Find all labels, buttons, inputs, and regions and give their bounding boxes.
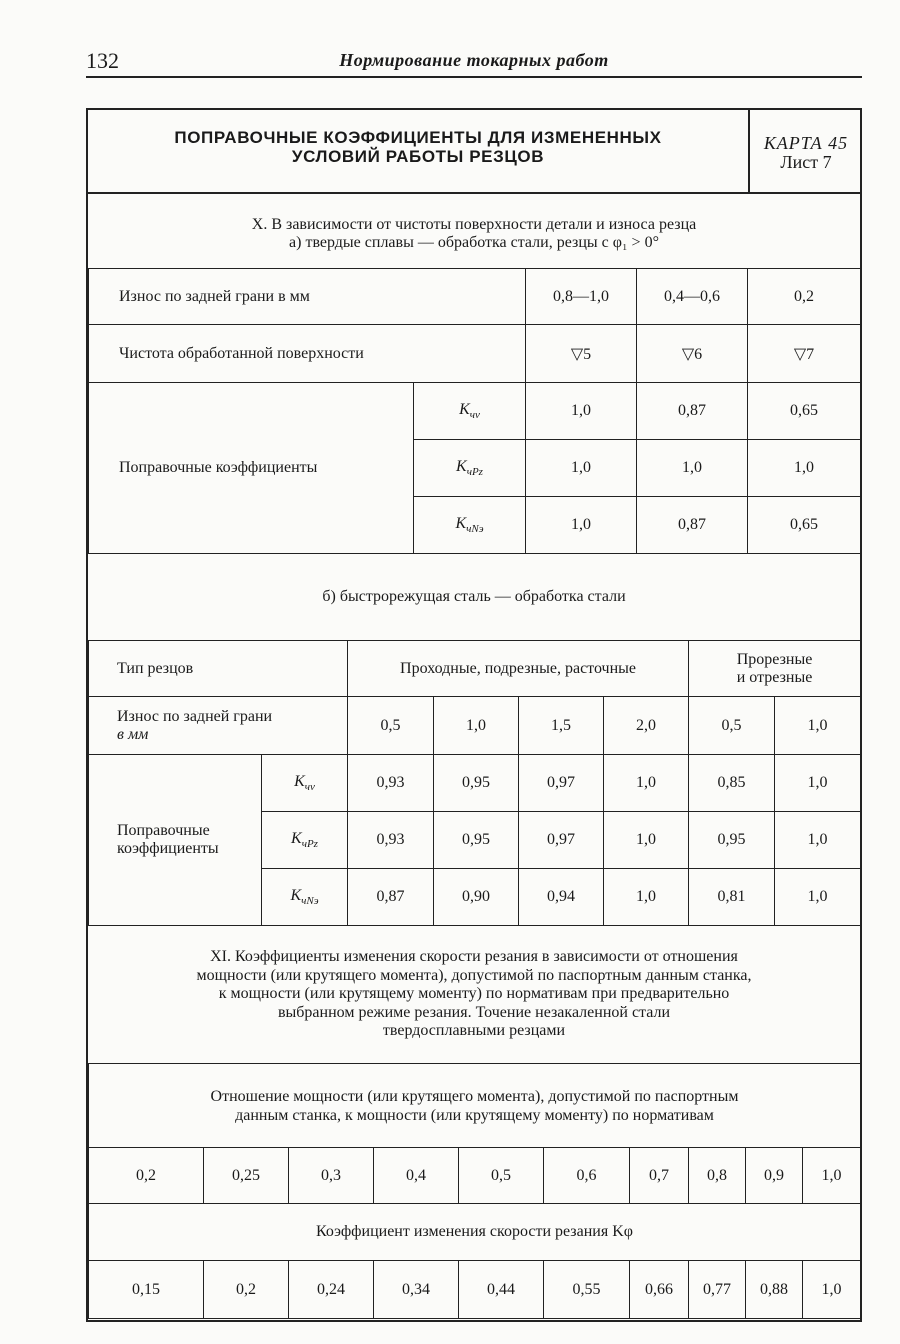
speed-coef-value: 0,34 <box>374 1261 459 1319</box>
coef-value: 0,93 <box>348 755 434 812</box>
coef-value: 0,94 <box>519 869 604 926</box>
card-header <box>88 110 860 194</box>
ratio-label-line1: Отношение мощности (или крутящего момента), допустимой по паспортным <box>210 1087 739 1105</box>
section-xi-line2: мощности (или крутящего момента), допустимой по паспортным данным станка, <box>196 966 752 984</box>
coef-label-line2: коэффициенты <box>117 840 219 857</box>
page-header <box>86 46 862 78</box>
coef-value: 0,95 <box>434 755 519 812</box>
running-title: Нормирование токарных работ <box>339 50 609 70</box>
coef-symbol <box>262 812 348 869</box>
group-through-tools: Проходные, подрезные, расточные <box>348 641 689 697</box>
ratio-value: 0,25 <box>204 1148 289 1204</box>
section-xi-heading <box>88 948 860 1041</box>
speed-coef-value: 1,0 <box>803 1261 861 1319</box>
speed-coef-value: 0,44 <box>459 1261 544 1319</box>
sheet-label: Лист 7 <box>780 152 832 172</box>
speed-coef-label: Коэффициент изменения скорости резания Kφ <box>89 1204 861 1261</box>
ratio-label-line2: данным станка, к мощности (или крутящему моменту) по нормативам <box>235 1106 714 1124</box>
wear-value: 0,5 <box>348 697 434 755</box>
coef-value: 0,95 <box>689 812 775 869</box>
k-symbol: K <box>290 886 302 904</box>
group-cutoff-line2: и отрезные <box>736 668 813 686</box>
section-x-heading <box>88 216 860 252</box>
group-cutoff-tools <box>689 641 861 697</box>
wear-value: 0,2 <box>748 269 861 325</box>
card-title-line1: ПОПРАВОЧНЫЕ КОЭФФИЦИЕНТЫ ДЛЯ ИЗМЕНЕННЫХ <box>174 128 662 147</box>
section-x-line2: а) твердые сплавы — обработка стали, резцы с φ₁ > 0° <box>289 234 659 251</box>
k-subscript: чNэ <box>301 895 319 908</box>
ratio-value: 0,9 <box>746 1148 803 1204</box>
coef-symbol <box>414 383 526 440</box>
speed-coef-value: 0,15 <box>89 1261 204 1319</box>
speed-coef-value: 0,24 <box>289 1261 374 1319</box>
ratio-value: 1,0 <box>803 1148 861 1204</box>
wear-value: 0,5 <box>689 697 775 755</box>
card-title-line2: УСЛОВИЙ РАБОТЫ РЕЗЦОВ <box>291 147 545 166</box>
coef-value: 0,87 <box>348 869 434 926</box>
ratio-value: 0,7 <box>630 1148 689 1204</box>
ratio-label <box>89 1064 861 1148</box>
speed-coef-value: 0,66 <box>630 1261 689 1319</box>
wear-value: 0,4—0,6 <box>637 269 748 325</box>
k-subscript: чPz <box>466 466 483 479</box>
speed-coef-value: 0,55 <box>544 1261 630 1319</box>
finish-value: ▽5 <box>526 325 637 383</box>
coef-value: 1,0 <box>775 869 861 926</box>
ratio-value: 0,4 <box>374 1148 459 1204</box>
wear-value: 1,0 <box>775 697 861 755</box>
k-subscript: чNэ <box>466 523 484 536</box>
coef-value: 0,81 <box>689 869 775 926</box>
coef-symbol <box>262 869 348 926</box>
coef-symbol <box>414 497 526 554</box>
table-hss <box>88 640 861 926</box>
ratio-value: 0,5 <box>459 1148 544 1204</box>
coef-value: 0,95 <box>434 812 519 869</box>
coef-label: Поправочные коэффициенты <box>89 383 414 554</box>
page-number: 132 <box>86 48 119 73</box>
coef-value: 0,65 <box>748 383 861 440</box>
card-frame <box>86 108 862 1322</box>
wear-value: 1,5 <box>519 697 604 755</box>
coef-label-hss <box>89 755 262 926</box>
finish-value: ▽7 <box>748 325 861 383</box>
card-number-box <box>748 110 862 192</box>
coef-value: 0,87 <box>637 383 748 440</box>
coef-value: 1,0 <box>637 440 748 497</box>
ratio-value: 0,2 <box>89 1148 204 1204</box>
section-xi-line4: выбранном режиме резания. Точение незакаленной стали <box>277 1003 671 1021</box>
table-power-ratio <box>88 1063 861 1319</box>
k-subscript: чPz <box>301 838 318 851</box>
coef-value: 0,90 <box>434 869 519 926</box>
coef-value: 1,0 <box>526 497 637 554</box>
ratio-value: 0,3 <box>289 1148 374 1204</box>
wear-value: 1,0 <box>434 697 519 755</box>
finish-value: ▽6 <box>637 325 748 383</box>
section-x-line1: X. В зависимости от чистоты поверхности детали и износа резца <box>251 216 697 233</box>
coef-value: 0,97 <box>519 755 604 812</box>
type-label: Тип резцов <box>89 641 348 697</box>
wear-label-line2: в мм <box>117 725 149 743</box>
coef-label-line1: Поправочные <box>117 822 210 839</box>
section-b-heading: б) быстрорежущая сталь — обработка стали <box>322 588 626 605</box>
speed-coef-value: 0,2 <box>204 1261 289 1319</box>
k-symbol: K <box>291 829 302 847</box>
coef-value: 1,0 <box>526 440 637 497</box>
section-xi-line5: твердосплавными резцами <box>382 1022 566 1039</box>
coef-value: 0,93 <box>348 812 434 869</box>
wear-value: 0,8—1,0 <box>526 269 637 325</box>
speed-coef-value: 0,88 <box>746 1261 803 1319</box>
section-xi-line3: к мощности (или крутящему моменту) по нормативам при предварительно <box>218 985 730 1002</box>
k-symbol: K <box>294 772 305 790</box>
coef-symbol <box>262 755 348 812</box>
coef-value: 1,0 <box>604 755 689 812</box>
wear-label-line1: Износ по задней грани <box>117 707 273 725</box>
section-xi-line1: XI. Коэффициенты изменения скорости резания в зависимости от отношения <box>210 948 738 965</box>
table-hard-alloy <box>88 268 861 554</box>
group-cutoff-line1: Прорезные <box>736 650 813 668</box>
card-label: КАРТА 45 <box>763 133 849 153</box>
coef-value: 1,0 <box>604 812 689 869</box>
coef-value: 0,65 <box>748 497 861 554</box>
wear-value: 2,0 <box>604 697 689 755</box>
coef-value: 0,87 <box>637 497 748 554</box>
coef-value: 1,0 <box>775 755 861 812</box>
coef-value: 0,85 <box>689 755 775 812</box>
card-title <box>88 128 748 166</box>
coef-value: 1,0 <box>748 440 861 497</box>
k-subscript: чv <box>469 409 480 422</box>
wear-label: Износ по задней грани в мм <box>89 269 526 325</box>
k-symbol: K <box>456 457 467 475</box>
k-subscript: чv <box>304 781 315 794</box>
coef-symbol <box>414 440 526 497</box>
k-symbol: K <box>455 514 467 532</box>
coef-value: 1,0 <box>526 383 637 440</box>
k-symbol: K <box>459 400 470 418</box>
speed-coef-value: 0,77 <box>689 1261 746 1319</box>
ratio-value: 0,6 <box>544 1148 630 1204</box>
finish-label: Чистота обработанной поверхности <box>89 325 526 383</box>
coef-value: 1,0 <box>604 869 689 926</box>
coef-value: 0,97 <box>519 812 604 869</box>
coef-value: 1,0 <box>775 812 861 869</box>
wear-label-hss <box>89 697 348 755</box>
ratio-value: 0,8 <box>689 1148 746 1204</box>
